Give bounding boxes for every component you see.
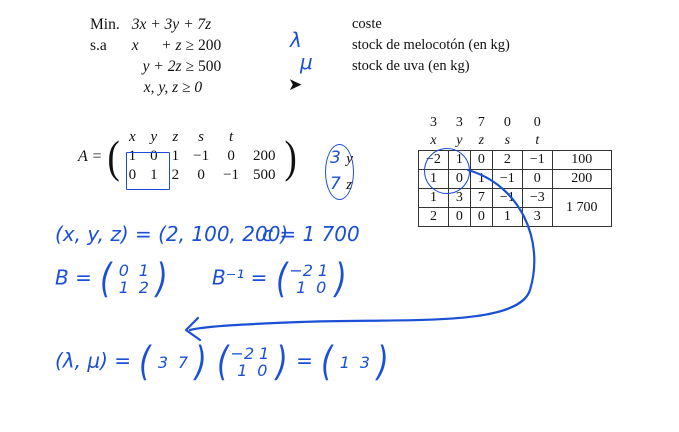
tableau-z2c3: 0 [470,208,492,227]
tableau-var-y: y [456,133,463,148]
tableau-cost-row [419,114,612,132]
tableau-b1c5: −1 [522,151,552,170]
dual-matrix-right-paren: ) [276,339,288,385]
basis-coeff-1: 3 [330,148,341,168]
basis-inverse-label: B⁻¹ = [212,265,268,290]
matrix-left-paren: ( [107,130,121,182]
basis-inv-r1c1: −2 [289,261,313,280]
constraint1-relation: ≥ [185,37,194,54]
objective-expression: 3x + 3y + 7z [131,16,212,33]
tableau-b1c3: 0 [470,151,492,170]
constraint2-relation: ≥ [185,58,194,75]
handwritten-dual-computation [55,339,390,385]
basis-var-2: z [346,177,353,193]
basis-m-r1c2: 1 [138,261,149,280]
tableau-var-z: z [478,133,485,148]
annotation-peach-stock: stock de melocotón (en kg) [352,37,510,53]
dual-vector-values [153,354,193,371]
matrix-a-r1rhs: 200 [253,148,276,164]
handwritten-cost-value: c = 1 700 [262,222,360,246]
handwritten-basis-inverse [212,256,349,302]
dual-res-2: 3 [359,352,370,372]
tableau-b1-rhs: 100 [552,151,611,170]
tableau-z1c2: 3 [448,189,470,208]
basis-inv-r1c2: 1 [317,261,329,280]
tableau-cost-c3: 7 [477,115,485,130]
basis-matrix-right-paren: ) [155,256,168,302]
basis-m-r2c1: 1 [118,278,129,297]
tableau-b1c1: −2 [419,151,449,170]
lp-problem-block [88,14,223,98]
constraint2-rhs: 500 [198,58,222,75]
tableau-z2c4: 1 [492,208,522,227]
matrix-a-header-t: t [228,129,234,145]
dual-vec-2: 7 [177,352,189,372]
tableau-z1c1: 1 [419,189,449,208]
tableau-b1c2: 1 [448,151,470,170]
tableau-cost-c5: 0 [533,115,541,130]
tableau-b2c4: −1 [492,170,522,189]
tableau-b2c5: 0 [522,170,552,189]
tableau-z-rhs: 1 700 [552,189,611,227]
dual-vec-1: 3 [157,352,169,372]
handwritten-solution: (x, y, z) = (2, 100, 200) [55,222,289,246]
dual-result-right-paren: ) [376,339,389,385]
dual-m-r1c1: −2 [230,344,255,363]
tableau-cost-c4: 0 [503,115,511,130]
dual-equals-sign: = [296,348,313,373]
basis-inv-row-2 [291,278,331,297]
dual-matrix-values [231,345,275,379]
lp-constraint-row-2 [88,56,223,77]
constraint-label: s.a [90,37,107,54]
basis-inv-r2c1: 1 [296,278,307,297]
annotation-cost: coste [352,16,382,32]
basis-coeff-row-1 [330,146,353,172]
matrix-a-r2rhs: 500 [253,167,276,183]
matrix-a-r1c2: 0 [150,148,158,164]
handwritten-lambda: λ [290,28,302,52]
matrix-a-header-s: s [198,129,205,145]
basis-inv-r2c2: 0 [316,278,327,297]
dual-result-row [335,353,375,372]
matrix-a-r1c5: 0 [227,148,235,164]
dual-matrix-row-2 [232,361,272,380]
matrix-a-header-row [122,128,283,147]
nonneg-spacer [88,77,130,98]
handwritten-mu: μ [300,50,313,74]
tableau-z2c5: 3 [522,208,552,227]
basis-m-r1c1: 0 [118,261,129,280]
lp-table [88,14,223,98]
annotation-column [352,14,510,77]
lp-objective-row [88,14,223,35]
dual-vector-right-paren: ) [194,339,207,385]
tableau-cost-c1: 3 [429,115,437,130]
constraint2-lhs2: y + 2z [142,58,182,75]
mouse-cursor-icon: ➤ [288,75,303,94]
basis-m-r2c2: 2 [138,278,149,297]
dual-matrix-left-paren: ( [216,339,229,385]
annotation-grape-stock: stock de uva (en kg) [352,58,470,74]
tableau-var-rhs [552,132,611,151]
matrix-a-label: A = [78,147,103,165]
matrix-a-r2c2: 1 [150,167,158,183]
matrix-a-header-rhs [246,128,283,147]
matrix-a-header-y: y [150,129,158,145]
dual-res-1: 1 [339,352,350,372]
matrix-a-header-x: x [129,129,136,145]
tableau-b2-rhs: 200 [552,170,611,189]
tableau-var-s: s [504,133,511,148]
basis-var-1: y [346,151,353,167]
dual-m-r2c1: 1 [237,361,248,380]
constraint2-spacer [88,56,130,77]
tableau-z2c1: 2 [419,208,449,227]
constraint1-lhs2: + z [161,37,182,54]
matrix-a-r1c3: 1 [171,148,180,164]
matrix-a-r1c4: −1 [193,148,210,164]
tableau-b2c3: 1 [470,170,492,189]
basis-matrix-label: B = [55,265,92,290]
matrix-a-header-z: z [172,129,179,145]
tableau-var-t: t [535,133,540,148]
constraint1-lhs1: x [131,37,139,54]
dual-vector-left-paren: ( [139,339,152,385]
basis-coefficients-block [330,146,353,198]
tableau-z2c2: 0 [448,208,470,227]
basis-matrix-left-paren: ( [100,256,112,302]
lp-constraint-row-1 [88,35,223,56]
dual-result-values [335,354,375,371]
matrix-a-r2c5: −1 [223,167,240,183]
dual-label: (λ, μ) = [55,348,131,373]
constraint1-rhs: 200 [198,37,222,54]
dual-vector-row [153,353,193,372]
matrix-a-block [78,128,298,185]
constraint2-lhs1 [130,56,141,77]
handwritten-basis-matrix [55,256,169,302]
dual-result-left-paren: ( [321,339,333,385]
matrix-a-r2c3: 2 [171,167,180,183]
basis-coeff-2: 7 [330,174,341,194]
tableau-z1c4: −1 [492,189,522,208]
tableau-b2c2: 0 [448,170,470,189]
tableau-cost-rhs [552,114,611,132]
basis-inverse-values [289,262,333,296]
matrix-a-r1c1: 1 [128,148,137,164]
tableau-z1c5: −3 [522,189,552,208]
basis-inverse-left-paren: ( [275,256,288,302]
tableau-b2c1: 1 [419,170,449,189]
nonnegativity-constraint: x, y, z ≥ 0 [143,79,203,96]
matrix-a-r2c4: 0 [197,167,205,183]
matrix-a-r2c1: 0 [128,167,137,183]
matrix-right-paren: ) [284,130,297,182]
basis-inverse-right-paren: ) [334,256,347,302]
objective-label: Min. [90,16,120,33]
dual-m-r2c2: 0 [257,361,268,380]
tableau-b1c4: 2 [492,151,522,170]
basis-columns-highlight-box [126,152,170,190]
tableau-cost-c2: 3 [455,115,463,130]
tableau-z1c3: 7 [470,189,492,208]
dual-m-r1c2: 1 [259,344,270,363]
tableau-var-x: x [430,133,437,148]
basis-matrix-values [114,262,154,296]
basis-coeff-row-2 [330,172,353,198]
basis-matrix-row-2 [114,278,154,297]
lp-nonneg-row [88,77,223,98]
